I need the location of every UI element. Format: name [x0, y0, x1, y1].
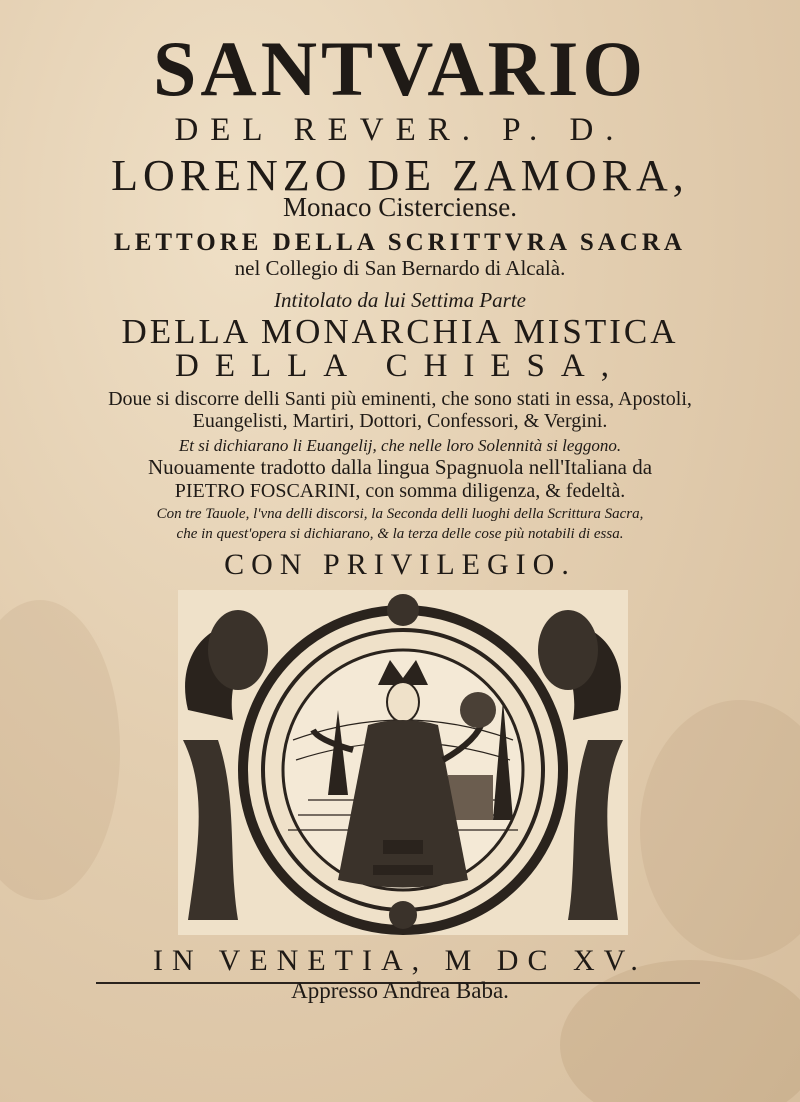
- publisher: Appresso Andrea Baba.: [291, 978, 509, 1003]
- imprint-place-date: IN VENETIA, M DC XV.: [153, 944, 647, 977]
- author-name: LORENZO DE ZAMORA,: [111, 151, 689, 200]
- tables-line-2: che in quest'opera si dichiarano, & la terza delle cose più notabili di essa.: [176, 526, 624, 542]
- translation-line-2: PIETRO FOSCARINI, con somma diligenza, & fedeltà.: [174, 480, 626, 502]
- author-college: nel Collegio di San Bernardo di Alcalà.: [234, 256, 566, 280]
- paper-stain: [0, 600, 120, 900]
- author-prefix: DEL REVER. P. D.: [174, 112, 626, 148]
- subtitle-main: DELLA MONARCHIA MISTICA: [121, 312, 679, 351]
- book-title: SANTVARIO: [152, 25, 648, 112]
- description-line-3: Et si dichiarano li Euangelij, che nelle loro Solennità si leggono.: [178, 436, 622, 455]
- description-line-1: Doue si discorre delli Santi più eminenti, che sono stati in essa, Apostoli,: [108, 388, 692, 410]
- subtitle-main-2: DELLA CHIESA,: [175, 348, 625, 384]
- tables-line-1: Con tre Tauole, l'vna delli discorsi, la Seconda delli luoghi della Scrittura Sacra,: [156, 506, 644, 522]
- author-order: Monaco Cisterciense.: [283, 192, 517, 222]
- description-line-2: Euangelisti, Martiri, Dottori, Confessori, & Vergini.: [192, 410, 608, 432]
- paper-stain: [640, 700, 800, 960]
- author-role: LETTORE DELLA SCRITTVRA SACRA: [114, 229, 686, 256]
- subtitle-intro: Intitolato da lui Settima Parte: [274, 288, 526, 312]
- printers-device-woodcut-icon: [178, 590, 628, 935]
- translation-line-1: Nuouamente tradotto dalla lingua Spagnuola nell'Italiana da: [147, 455, 653, 479]
- privilege: CON PRIVILEGIO.: [224, 548, 576, 581]
